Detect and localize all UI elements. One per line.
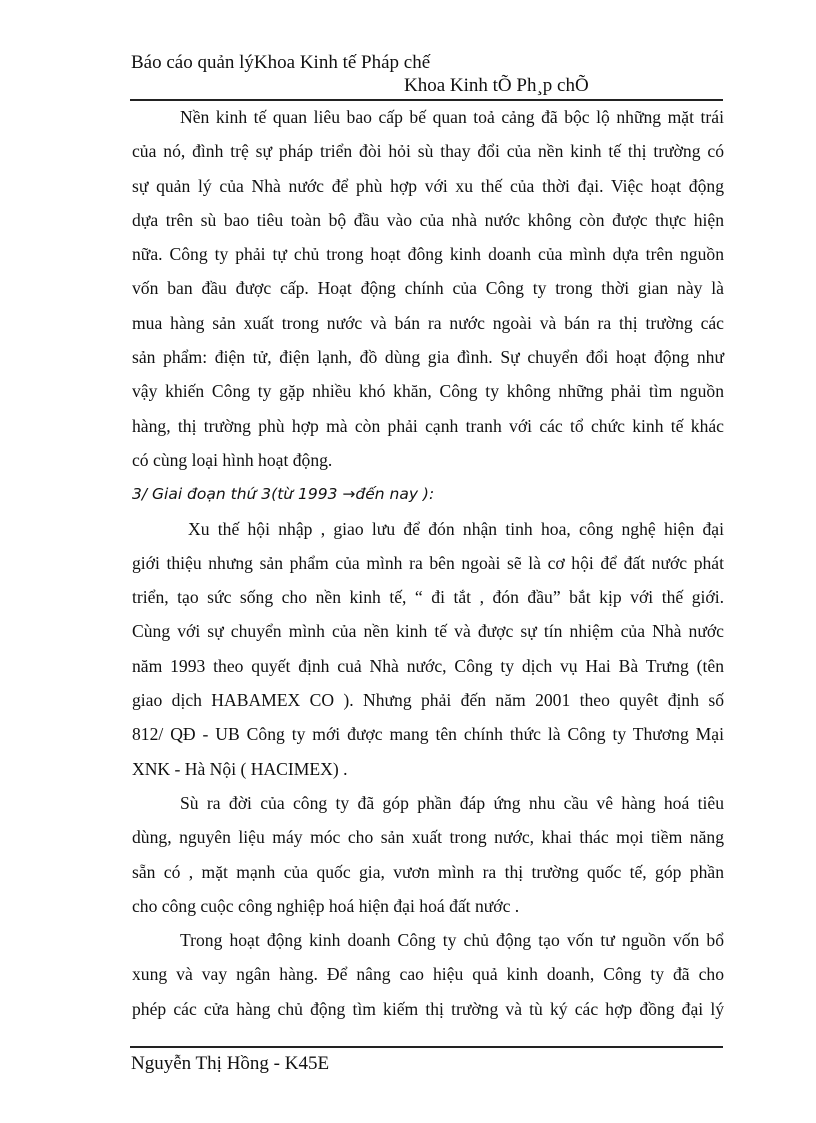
paragraph-line: sẵn có , mặt mạnh của quốc gia, vươn mình ra thị trường quốc tế, góp phần bbox=[132, 861, 724, 882]
header-title: Báo cáo quản lýKhoa Kinh tế Pháp chế bbox=[131, 52, 431, 73]
footer-author: Nguyễn Thị Hồng - K45E bbox=[131, 1053, 330, 1074]
body-text bbox=[132, 100, 724, 1026]
paragraph-line: sản phẩm: điện tử, điện lạnh, đồ dùng gia đình. Sự chuyển đổi hoạt động như bbox=[132, 347, 724, 368]
paragraph-line: Sù ra đời của công ty đã góp phần đáp ứng nhu cầu vê hàng hoá tiêu bbox=[180, 792, 724, 813]
paragraph-line: mua hàng sản xuất trong nước và bán ra nước ngoài và bán ra thị trường các bbox=[132, 312, 724, 333]
paragraph-line: vậy khiến Công ty gặp nhiều khó khăn, Công ty không những phải tìm nguồn bbox=[132, 381, 724, 402]
paragraph-line: giới thiệu nhưng sản phẩm của mình ra bên ngoài sẽ là cơ hội để đất nước phát bbox=[132, 552, 724, 573]
paragraph-line: dựa trên sù bao tiêu toàn bộ đầu vào của nhà nước không còn được thực hiện bbox=[132, 209, 724, 230]
paragraph-line: sự quản lý của Nhà nước để phù hợp với xu thế của thời đại. Việc hoạt động bbox=[132, 175, 724, 196]
paragraph-line: nữa. Công ty phải tự chủ trong hoạt đông kinh doanh của mình dựa trên nguồn bbox=[132, 244, 724, 265]
paragraph-line: dùng, nguyên liệu máy móc cho sản xuất trong nước, khai thác mọi tiềm năng bbox=[132, 827, 724, 848]
paragraph-line: Cùng với sự chuyển mình của nền kinh tế và được sự tín nhiệm của Nhà nước bbox=[132, 621, 724, 642]
paragraph-line: 812/ QĐ - UB Công ty mới được mang tên chính thức là Công ty Thương Mại bbox=[132, 724, 724, 745]
paragraph-line: hàng, thị trường phù hợp mà còn phải cạnh tranh với các tổ chức kinh tế khác bbox=[132, 415, 724, 436]
paragraph-line: Trong hoạt động kinh doanh Công ty chủ động tạo vốn tư nguồn vốn bổ bbox=[180, 930, 724, 951]
paragraph-line: Xu thế hội nhập , giao lưu để đón nhận tinh hoa, công nghệ hiện đại bbox=[188, 518, 724, 539]
footer-divider bbox=[130, 1046, 723, 1048]
paragraph-line: có cùng loại hình hoạt động. bbox=[132, 449, 333, 470]
paragraph-line: vốn ban đầu được cấp. Hoạt động chính của Công ty trong thời gian này là bbox=[132, 278, 724, 299]
header-subtitle: Khoa Kinh tÕ Ph¸p chÕ bbox=[404, 75, 589, 96]
paragraph-line: phép các cửa hàng chủ động tìm kiếm thị trường và tù ký các hợp đồng đại lý bbox=[132, 998, 724, 1019]
paragraph-line: năm 1993 theo quyết định cuả Nhà nước, Công ty dịch vụ Hai Bà Trưng (tên bbox=[132, 655, 724, 676]
section-heading: 3/ Giai đoạn thứ 3(từ 1993 →đến nay ): bbox=[132, 485, 435, 504]
paragraph-line: triển, tạo sức sống cho nền kinh tế, “ đi tắt , đón đầu” bắt kịp với thế giới. bbox=[132, 587, 724, 608]
paragraph-line: XNK - Hà Nội ( HACIMEX) . bbox=[132, 758, 348, 779]
paragraph-line: giao dịch HABAMEX CO ). Nhưng phải đến năm 2001 theo quyêt định số bbox=[132, 690, 724, 711]
paragraph-line: cho công cuộc công nghiệp hoá hiện đại hoá đất nước . bbox=[132, 895, 520, 916]
paragraph-line: của nó, đình trệ sự pháp triển đòi hỏi sù thay đổi của nền kinh tế thị trường có bbox=[132, 141, 724, 162]
paragraph-line: xung và vay ngân hàng. Để nâng cao hiệu quả kinh doanh, Công ty đã cho bbox=[132, 964, 724, 985]
paragraph-line: Nền kinh tế quan liêu bao cấp bế quan toả cảng đã bộc lộ những mặt trái bbox=[180, 107, 724, 127]
